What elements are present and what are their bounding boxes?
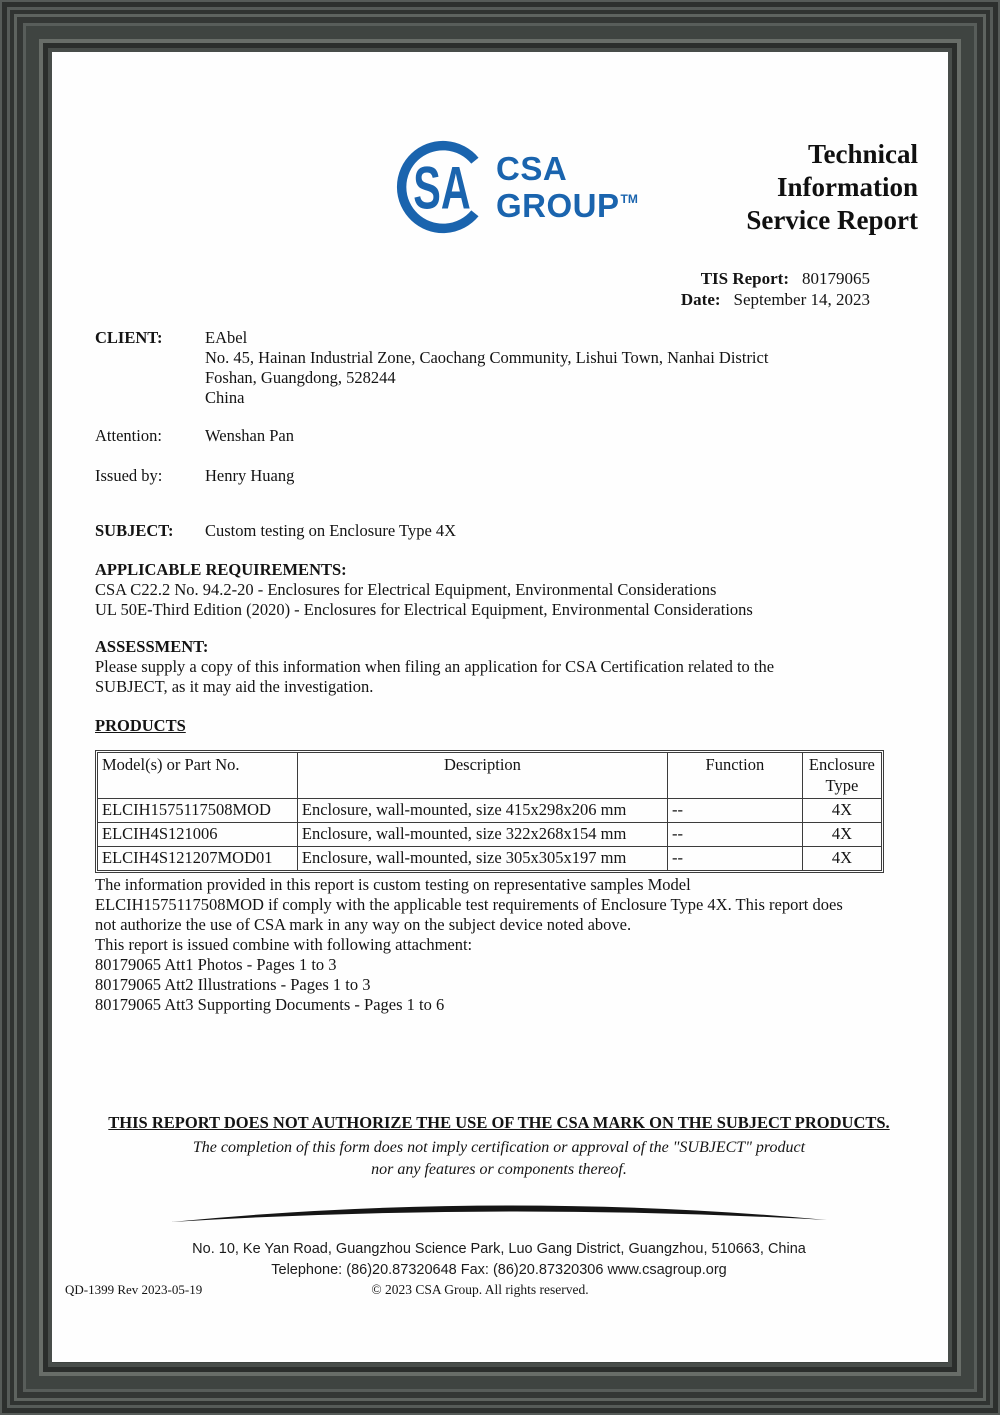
report-title [746,138,918,237]
table-header-row [98,753,882,799]
footer-address-line: No. 10, Ke Yan Road, Guangzhou Science Park, Luo Gang District, Guangzhou, 510663, China [192,1241,806,1257]
attachment-line: 80179065 Att3 Supporting Documents - Pages 1 to 6 [95,995,445,1014]
footer-contact-line: Telephone: (86)20.87320648 Fax: (86)20.87320306 www.csagroup.org [271,1262,727,1278]
csa-logo-mark-icon [395,140,489,234]
cell-model: ELCIH1575117508MOD [98,799,298,823]
table-row [98,799,882,823]
subject-value: Custom testing on Enclosure Type 4X [205,521,457,540]
applicable-requirements-heading: APPLICABLE REQUIREMENTS: [95,560,347,579]
client-label: CLIENT: [95,328,163,347]
report-notes [95,875,903,1015]
assessment-line: Please supply a copy of this information when filing an application for CSA Certification related to the [95,657,775,676]
cell-enclosure-type: 4X [802,799,881,823]
column-header-function: Function [667,753,802,799]
logo-wordmark [496,149,638,224]
table-row [98,847,882,871]
cell-model: ELCIH4S121006 [98,823,298,847]
attention-row [95,426,903,446]
logo-monogram: SA [413,153,471,222]
assessment-heading: ASSESSMENT: [95,637,209,656]
swoosh-divider [165,1189,833,1225]
cell-model: ELCIH4S121207MOD01 [98,847,298,871]
requirement-item: UL 50E-Third Edition (2020) - Enclosures for Electrical Equipment, Environmental Considerations [95,600,753,619]
subject-row [95,521,903,541]
assessment-section [95,637,903,697]
client-address-line: China [205,388,245,407]
cell-description: Enclosure, wall-mounted, size 322x268x154 mm [297,823,667,847]
tis-report-value: 80179065 [802,269,870,288]
table-row [98,823,882,847]
cell-description: Enclosure, wall-mounted, size 415x298x206 mm [297,799,667,823]
note-line: ELCIH1575117508MOD if comply with the applicable test requirements of Enclosure Type 4X. This report does [95,895,843,914]
products-table [95,750,884,873]
attachment-line: 80179065 Att2 Illustrations - Pages 1 to 3 [95,975,371,994]
report-title-line: Service Report [746,205,918,235]
report-title-line: Technical [807,139,918,169]
client-name: EAbel [205,328,248,347]
attention-value: Wenshan Pan [205,426,294,445]
csa-mark-warning: THIS REPORT DOES NOT AUTHORIZE THE USE OF THE CSA MARK ON THE SUBJECT PRODUCTS. [108,1113,890,1132]
disclaimer-line: The completion of this form does not imply certification or approval of the "SUBJECT" product [192,1139,806,1156]
client-section [95,328,903,408]
client-address-line: Foshan, Guangdong, 528244 [205,368,396,387]
applicable-requirements-section [95,560,903,620]
disclaimer-fine-print [95,1137,903,1181]
cell-enclosure-type: 4X [802,823,881,847]
column-header-model: Model(s) or Part No. [98,753,298,799]
report-page [52,52,948,1362]
footer-contact-block [95,1239,903,1281]
doc-number: QD-1399 Rev 2023-05-19 [65,1282,203,1297]
copyright-notice: © 2023 CSA Group. All rights reserved. [371,1282,589,1297]
report-meta [681,268,870,310]
assessment-line: SUBJECT, as it may aid the investigation. [95,677,374,696]
report-body [52,328,948,1281]
client-address [205,328,903,408]
cell-function: -- [667,823,802,847]
logo-wordmark-line2: GROUP [496,186,620,224]
date-label: Date: [680,290,721,309]
subject-label: SUBJECT: [95,521,174,540]
attention-label: Attention: [95,426,162,445]
logo-wordmark-line2-wrap [496,184,638,224]
report-title-line: Information [777,172,918,202]
csa-group-logo [395,140,638,234]
disclaimer-line: nor any features or components thereof. [371,1161,627,1178]
report-header [52,52,948,310]
note-line: The information provided in this report is custom testing on representative samples Model [95,875,691,894]
logo-wordmark-line1: CSA [496,149,568,187]
tis-report-label: TIS Report: [700,269,789,288]
issued-by-label: Issued by: [95,466,163,485]
issued-by-value: Henry Huang [205,466,295,485]
attachment-line: 80179065 Att1 Photos - Pages 1 to 3 [95,955,337,974]
note-line: not authorize the use of CSA mark in any way on the subject device noted above. [95,915,632,934]
issued-by-row [95,466,903,486]
date-value: September 14, 2023 [733,290,870,309]
products-heading: PRODUCTS [95,716,186,735]
date-row [681,289,870,310]
cell-function: -- [667,847,802,871]
cell-description: Enclosure, wall-mounted, size 305x305x197 mm [297,847,667,871]
tis-report-row [681,268,870,289]
logo-trademark: TM [620,191,638,206]
cell-enclosure-type: 4X [802,847,881,871]
column-header-enclosure-type: Enclosure Type [802,753,881,799]
footer-meta-row [65,1281,935,1299]
requirement-item: CSA C22.2 No. 94.2-20 - Enclosures for Electrical Equipment, Environmental Considerations [95,580,717,599]
note-line: This report is issued combine with following attachment: [95,935,473,954]
cell-function: -- [667,799,802,823]
column-header-description: Description [297,753,667,799]
client-address-line: No. 45, Hainan Industrial Zone, Caochang Community, Lishui Town, Nanhai District [205,348,769,367]
